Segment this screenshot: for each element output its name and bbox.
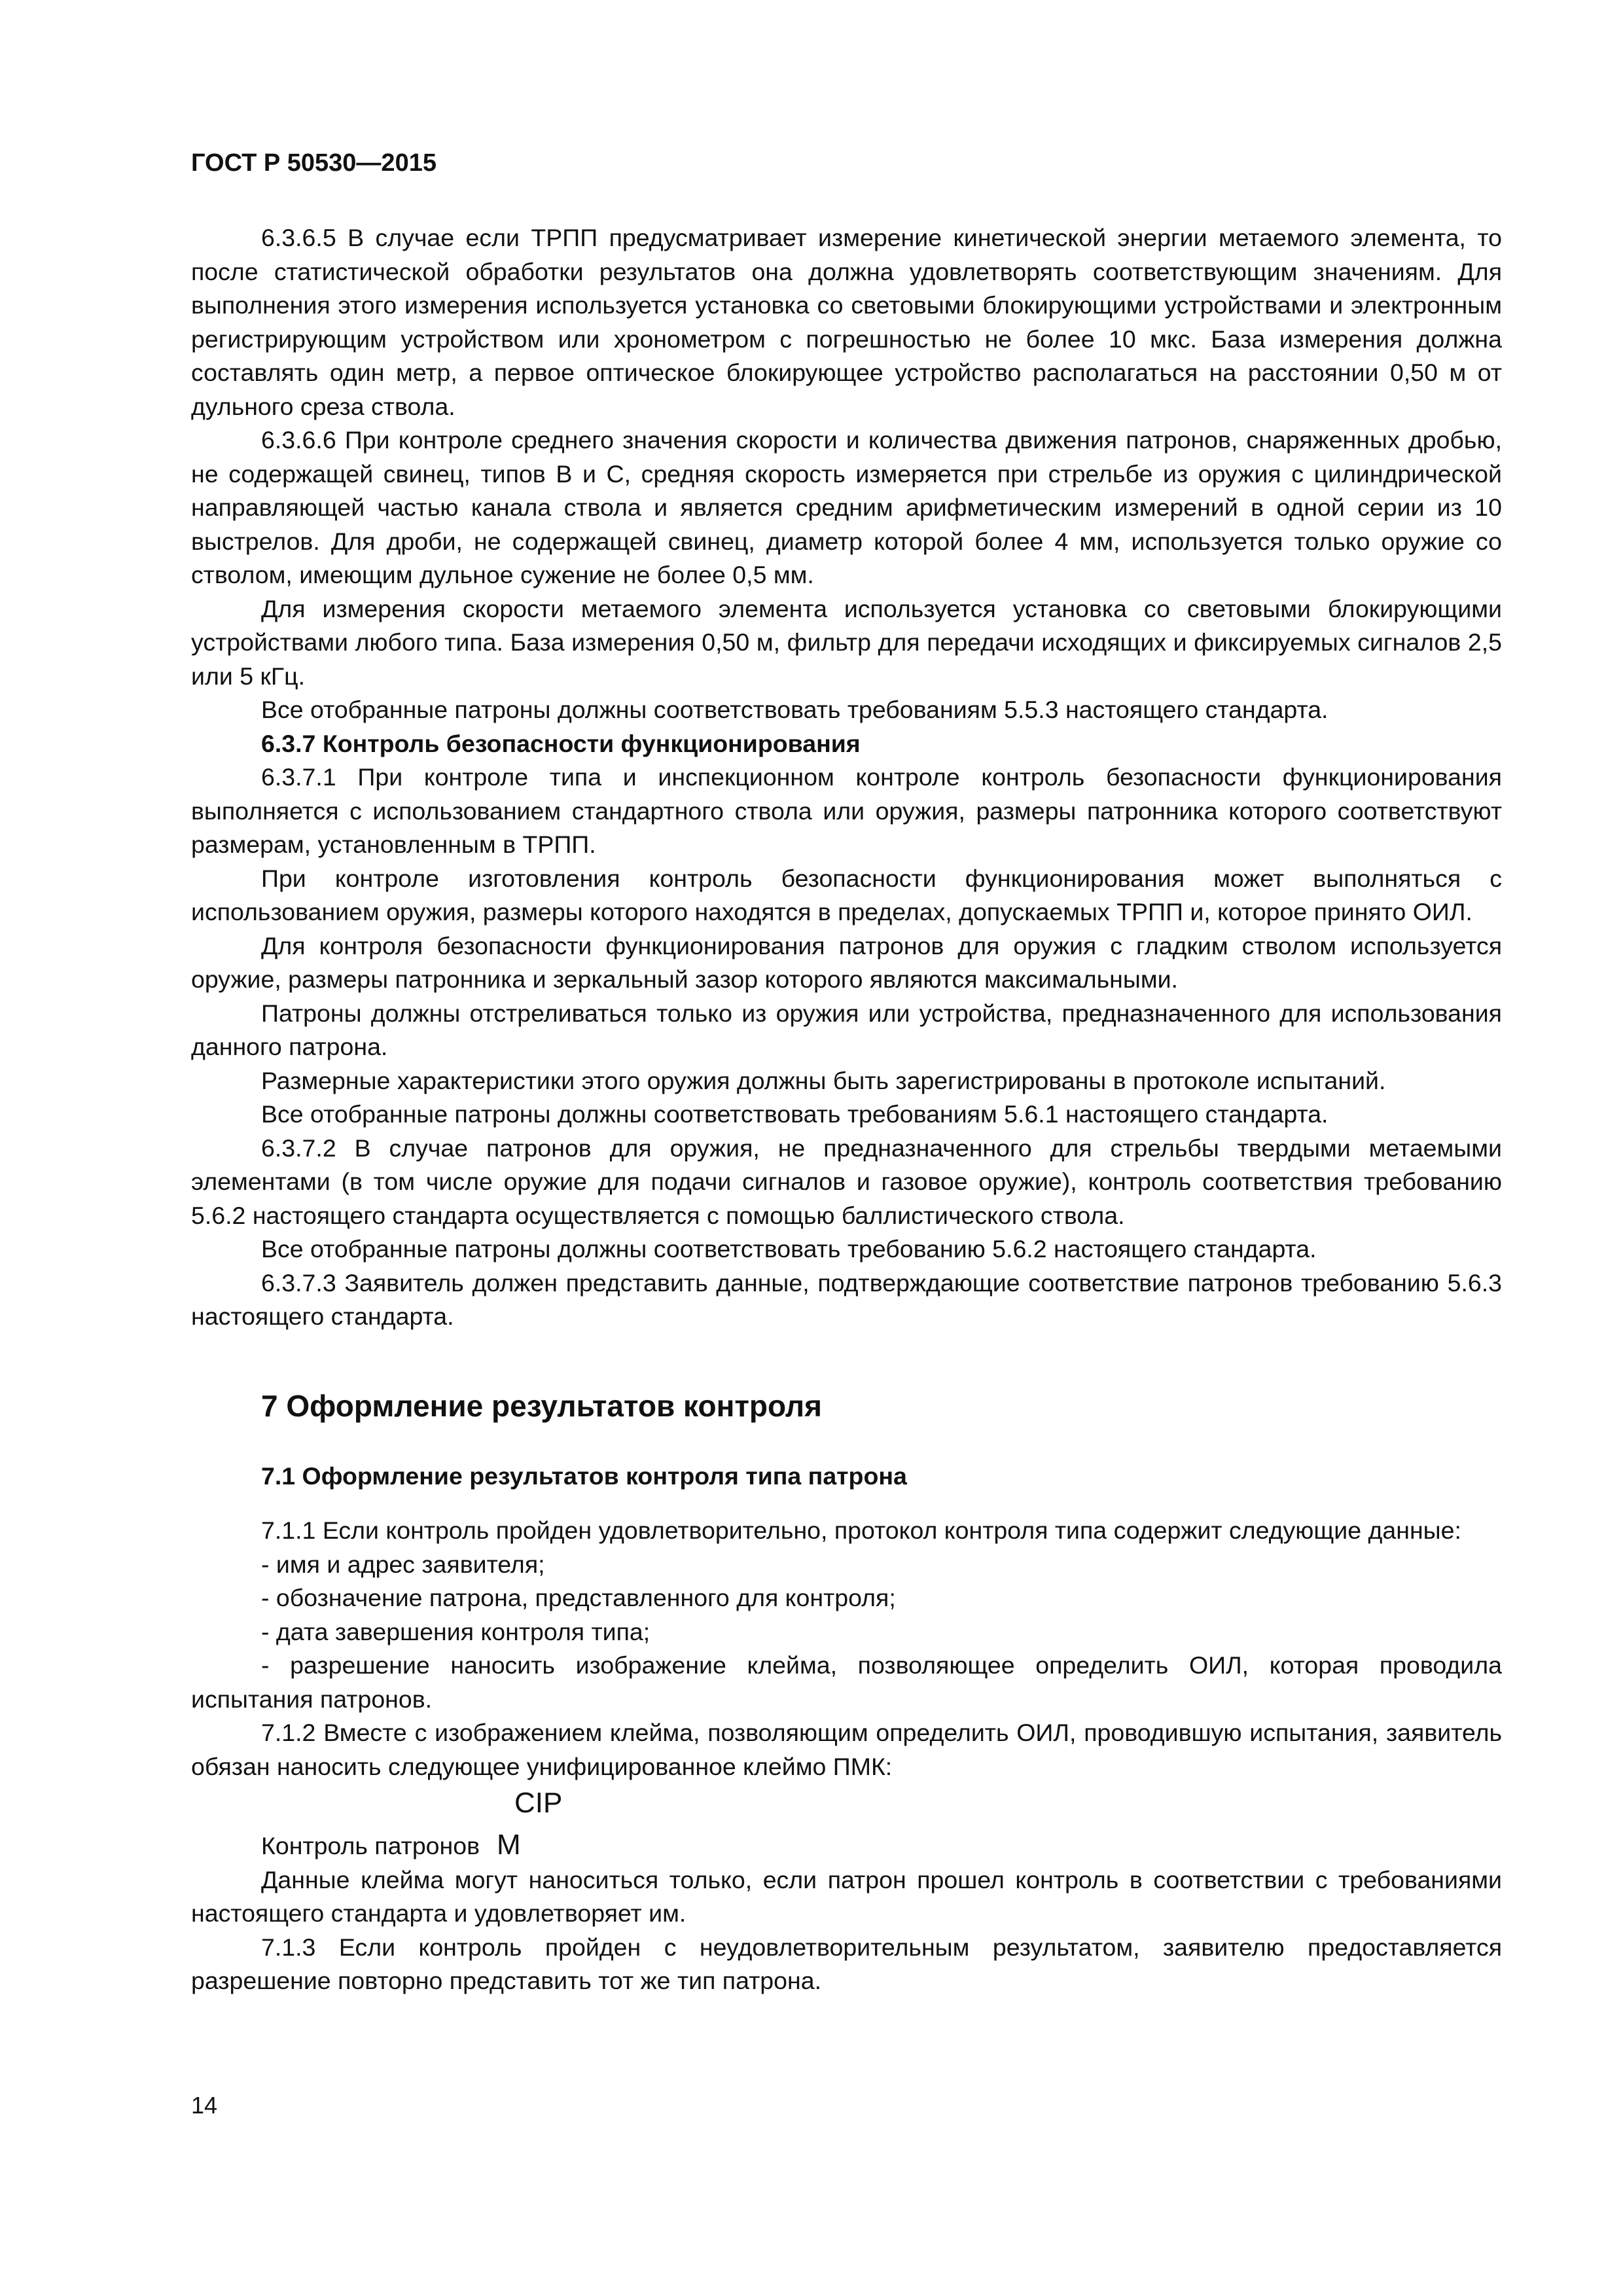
paragraph: Для контроля безопасности функционирования патронов для оружия с гладким стволом используется оружие, размеры патронника и зеркальный зазор которого являются максимальными. [191, 931, 1502, 993]
paragraph: Все отобранные патроны должны соответствовать требованию 5.6.2 настоящего стандарта. [261, 1235, 1317, 1263]
paragraph: 6.3.6.6 При контроле среднего значения скорости и количества движения патронов, снаряженных дробью, не содержащей свинец, типов В и С, средняя скорость измеряется при стрельбе из оружия с цилиндрической направляющей частью канала ствола и является средним арифметическим измерений в одной серии из 10 выстрелов. Для дроби, не содержащей свинец, диаметр которой более 4 мм, используется только оружие со стволом, имеющим дульное сужение не более 0,5 мм. [191, 426, 1502, 588]
mark-letter: M [497, 1829, 521, 1861]
section-heading: 7 Оформление результатов контроля [261, 1388, 822, 1423]
paragraph: 6.3.7.1 При контроле типа и инспекционном контроле контроль безопасности функционирования выполняется с использованием стандартного ствола или оружия, размеры патронника которого соответствуют размерам, установленным в ТРПП. [191, 763, 1502, 858]
page-number: 14 [191, 2092, 218, 2119]
list-item: - имя и адрес заявителя; [261, 1550, 545, 1578]
paragraph: 7.1.2 Вместе с изображением клейма, позволяющим определить ОИЛ, проводившую испытания, заявитель обязан наносить следующее унифицированное клеймо ПМК: [191, 1719, 1502, 1780]
paragraph: Для измерения скорости метаемого элемента используется установка со световыми блокирующими устройствами любого типа. База измерения 0,50 м, фильтр для передачи исходящих и фиксируемых сигналов 2,5 или 5 кГц. [191, 594, 1502, 690]
paragraph: 6.3.7.2 В случае патронов для оружия, не предназначенного для стрельбы твердыми метаемыми элементами (в том числе оружие для подачи сигналов и газовое оружие), контроль соответствия требованию 5.6.2 настоящего стандарта осуществляется с помощью баллистического ствола. [191, 1134, 1502, 1229]
subsection-heading: 7.1 Оформление результатов контроля типа патрона [261, 1462, 907, 1490]
paragraph: Данные клейма могут наноситься только, если патрон прошел контроль в соответствии с требованиями настоящего стандарта и удовлетворяет им. [191, 1865, 1502, 1927]
unified-mark [191, 1786, 1502, 1863]
paragraph: 7.1.3 Если контроль пройден с неудовлетворительным результатом, заявителю предоставляется разрешение повторно представить тот же тип патрона. [191, 1933, 1502, 1994]
paragraph: Патроны должны отстреливаться только из оружия или устройства, предназначенного для использования данного патрона. [191, 999, 1502, 1060]
paragraph: Все отобранные патроны должны соответствовать требованиям 5.6.1 настоящего стандарта. [261, 1100, 1329, 1128]
mark-label: Контроль патронов [261, 1832, 480, 1859]
paragraph: При контроле изготовления контроль безопасности функционирования может выполняться с использованием оружия, размеры которого находятся в пределах, допускаемых ТРПП и, которое принято ОИЛ. [191, 864, 1502, 925]
subsection-heading: 6.3.7 Контроль безопасности функционирования [261, 729, 861, 757]
page-header: ГОСТ Р 50530—2015 [191, 149, 437, 177]
list-item: - дата завершения контроля типа; [261, 1617, 651, 1645]
list-item: - разрешение наносить изображение клейма, позволяющее определить ОИЛ, которая проводила испытания патронов. [191, 1651, 1502, 1713]
paragraph: 7.1.1 Если контроль пройден удовлетворительно, протокол контроля типа содержит следующие данные: [261, 1516, 1461, 1544]
list-item: - обозначение патрона, представленного для контроля; [261, 1584, 896, 1611]
paragraph: Все отобранные патроны должны соответствовать требованиям 5.5.3 настоящего стандарта. [261, 696, 1329, 723]
paragraph: 6.3.6.5 В случае если ТРПП предусматривает измерение кинетической энергии метаемого элемента, то после статистической обработки результатов она должна удовлетворять соответствующим значениям. Для выполнения этого измерения используется установка со световыми блокирующими устройствами и электронным регистрирующим устройством или хронометром с погрешностью не более 10 мкс. База измерения должна составлять один метр, а первое оптическое блокирующее устройство располагаться на расстоянии 0,50 м от дульного среза ствола. [191, 224, 1502, 420]
document-body [191, 221, 1502, 1998]
paragraph: Размерные характеристики этого оружия должны быть зарегистрированы в протоколе испытаний. [261, 1066, 1386, 1094]
paragraph: 6.3.7.3 Заявитель должен представить данные, подтверждающие соответствие патронов требованию 5.6.3 настоящего стандарта. [191, 1268, 1502, 1330]
mark-cip: CIP [514, 1787, 563, 1819]
mark-line [191, 1828, 1502, 1863]
